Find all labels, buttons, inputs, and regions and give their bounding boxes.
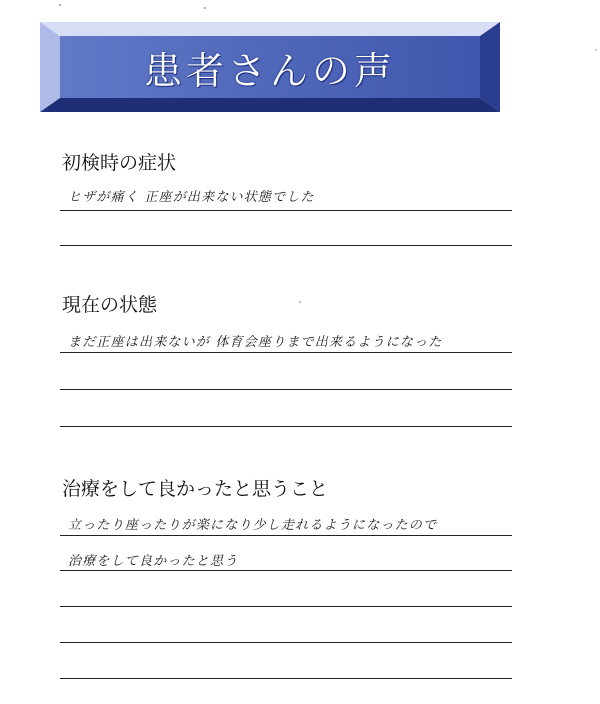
handwritten-answer: ヒザが痛く 正座が出来ない状態でした: [68, 190, 315, 205]
section-heading-initial-symptoms: 初検時の症状: [62, 152, 177, 174]
handwritten-answer: 治療をして良かったと思う: [68, 554, 239, 569]
section-heading-good-results: 治療をして良かったと思うこと: [62, 478, 329, 500]
banner-title: 患者さんの声: [143, 48, 396, 93]
handwritten-answer: まだ正座は出来ないが 体育会座りまで出来るようになった: [68, 335, 443, 350]
handwritten-answer: 立ったり座ったりが楽になり少し走れるようになったので: [68, 518, 438, 533]
section-heading-current-state: 現在の状態: [62, 294, 158, 316]
